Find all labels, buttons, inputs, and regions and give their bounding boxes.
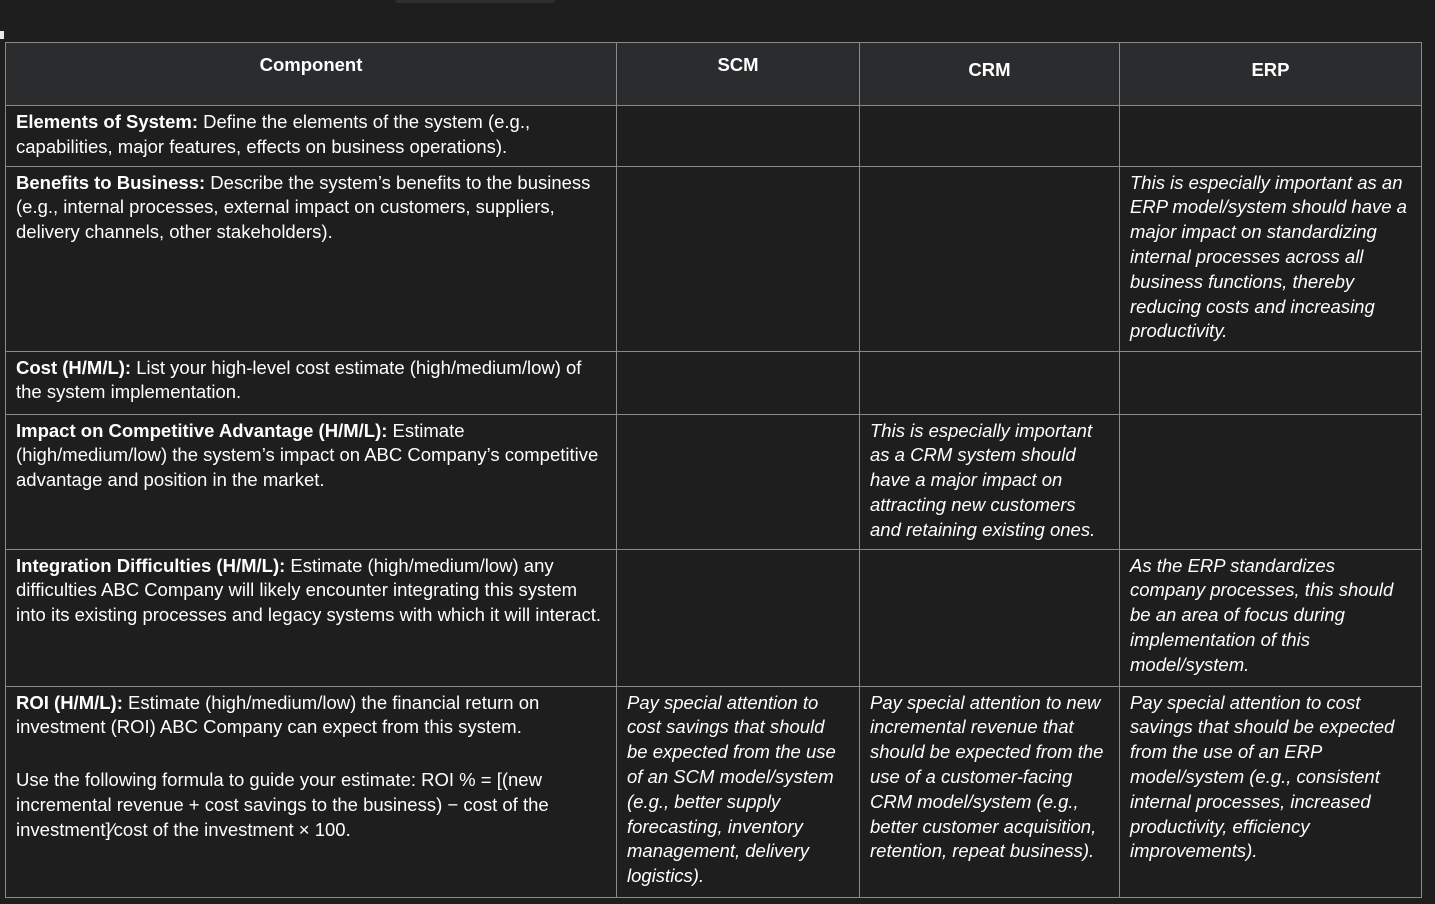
crm-cell[interactable]: This is especially important as a CRM system should have a major impact on attracting new customers and retaining existing ones. (860, 414, 1120, 549)
row-description: Define the elements of the system (e.g., capabilities, major features, effects on business operations). (16, 111, 531, 157)
scm-cell[interactable] (617, 106, 860, 167)
crm-cell[interactable] (860, 549, 1120, 686)
component-cell (6, 549, 617, 686)
table-row (6, 166, 1422, 351)
row-label: Elements of System: (16, 111, 198, 132)
paragraph-gap (16, 740, 606, 768)
roi-paragraph (16, 691, 606, 741)
table-row (6, 351, 1422, 414)
header-scm: SCM (617, 43, 860, 106)
table-row (6, 686, 1422, 897)
erp-cell[interactable]: This is especially important as an ERP model/system should have a major impact on standardizing internal processes across all business functions, thereby reducing costs and increasing productivity. (1120, 166, 1422, 351)
row-label: Impact on Competitive Advantage (H/M/L): (16, 419, 388, 441)
window-top-notch (395, 0, 555, 3)
header-erp: ERP (1120, 43, 1422, 106)
row-label: Benefits to Business: (16, 171, 206, 193)
row-label: Integration Difficulties (H/M/L): (16, 554, 286, 576)
crm-cell[interactable] (860, 166, 1120, 351)
row-description: Estimate (high/medium/low) the financial return on investment (ROI) ABC Company can expect from this system. (16, 691, 540, 738)
crm-cell[interactable] (860, 106, 1120, 167)
scm-cell[interactable]: Pay special attention to cost savings that should be expected from the use of an SCM model/system (e.g., better supply forecasting, inventory management, delivery logistics). (617, 686, 860, 897)
roi-formula: Use the following formula to guide your estimate: ROI % = [(new incremental revenue + cost savings to the business) − cost of the investment]∕cost of the investment × 100. (16, 769, 549, 840)
erp-cell[interactable]: Pay special attention to cost savings that should be expected from the use of an ERP model/system (e.g., consistent internal processes, increased productivity, efficiency improvements). (1120, 686, 1422, 897)
component-cell (6, 351, 617, 414)
component-cell (6, 686, 617, 897)
erp-cell[interactable] (1120, 414, 1422, 549)
erp-cell[interactable]: As the ERP standardizes company processes, this should be an area of focus during implementation of this model/system. (1120, 549, 1422, 686)
table-row (6, 549, 1422, 686)
scm-cell[interactable] (617, 351, 860, 414)
component-cell (6, 414, 617, 549)
scm-cell[interactable] (617, 549, 860, 686)
row-description: Describe the system’s benefits to the business (e.g., internal processes, external impact on customers, suppliers, delivery channels, other stakeholders). (16, 171, 591, 243)
header-component: Component (6, 43, 617, 106)
row-description: List your high-level cost estimate (high/medium/low) of the system implementation. (16, 356, 582, 403)
component-cell (6, 106, 617, 167)
scm-cell[interactable] (617, 414, 860, 549)
crm-cell[interactable]: Pay special attention to new incremental revenue that should be expected from the use of a customer-facing CRM model/system (e.g., better customer acquisition, retention, repeat business). (860, 686, 1120, 897)
row-description: Estimate (high/medium/low) any difficulties ABC Company will likely encounter integrating this system into its existing processes and legacy systems with which it will interact. (16, 554, 602, 626)
component-cell (6, 166, 617, 351)
row-description: Estimate (high/medium/low) the system’s impact on ABC Company’s competitive advantage and position in the market. (16, 419, 599, 491)
erp-cell[interactable] (1120, 106, 1422, 167)
erp-cell[interactable] (1120, 351, 1422, 414)
header-crm: CRM (860, 43, 1120, 106)
scm-cell[interactable] (617, 166, 860, 351)
comparison-table (5, 42, 1422, 898)
header-row (6, 43, 1422, 106)
table-row (6, 106, 1422, 167)
row-label: Cost (H/M/L): (16, 356, 132, 378)
row-label: ROI (H/M/L): (16, 691, 123, 713)
edge-handle (0, 31, 4, 39)
crm-cell[interactable] (860, 351, 1120, 414)
table-row (6, 414, 1422, 549)
